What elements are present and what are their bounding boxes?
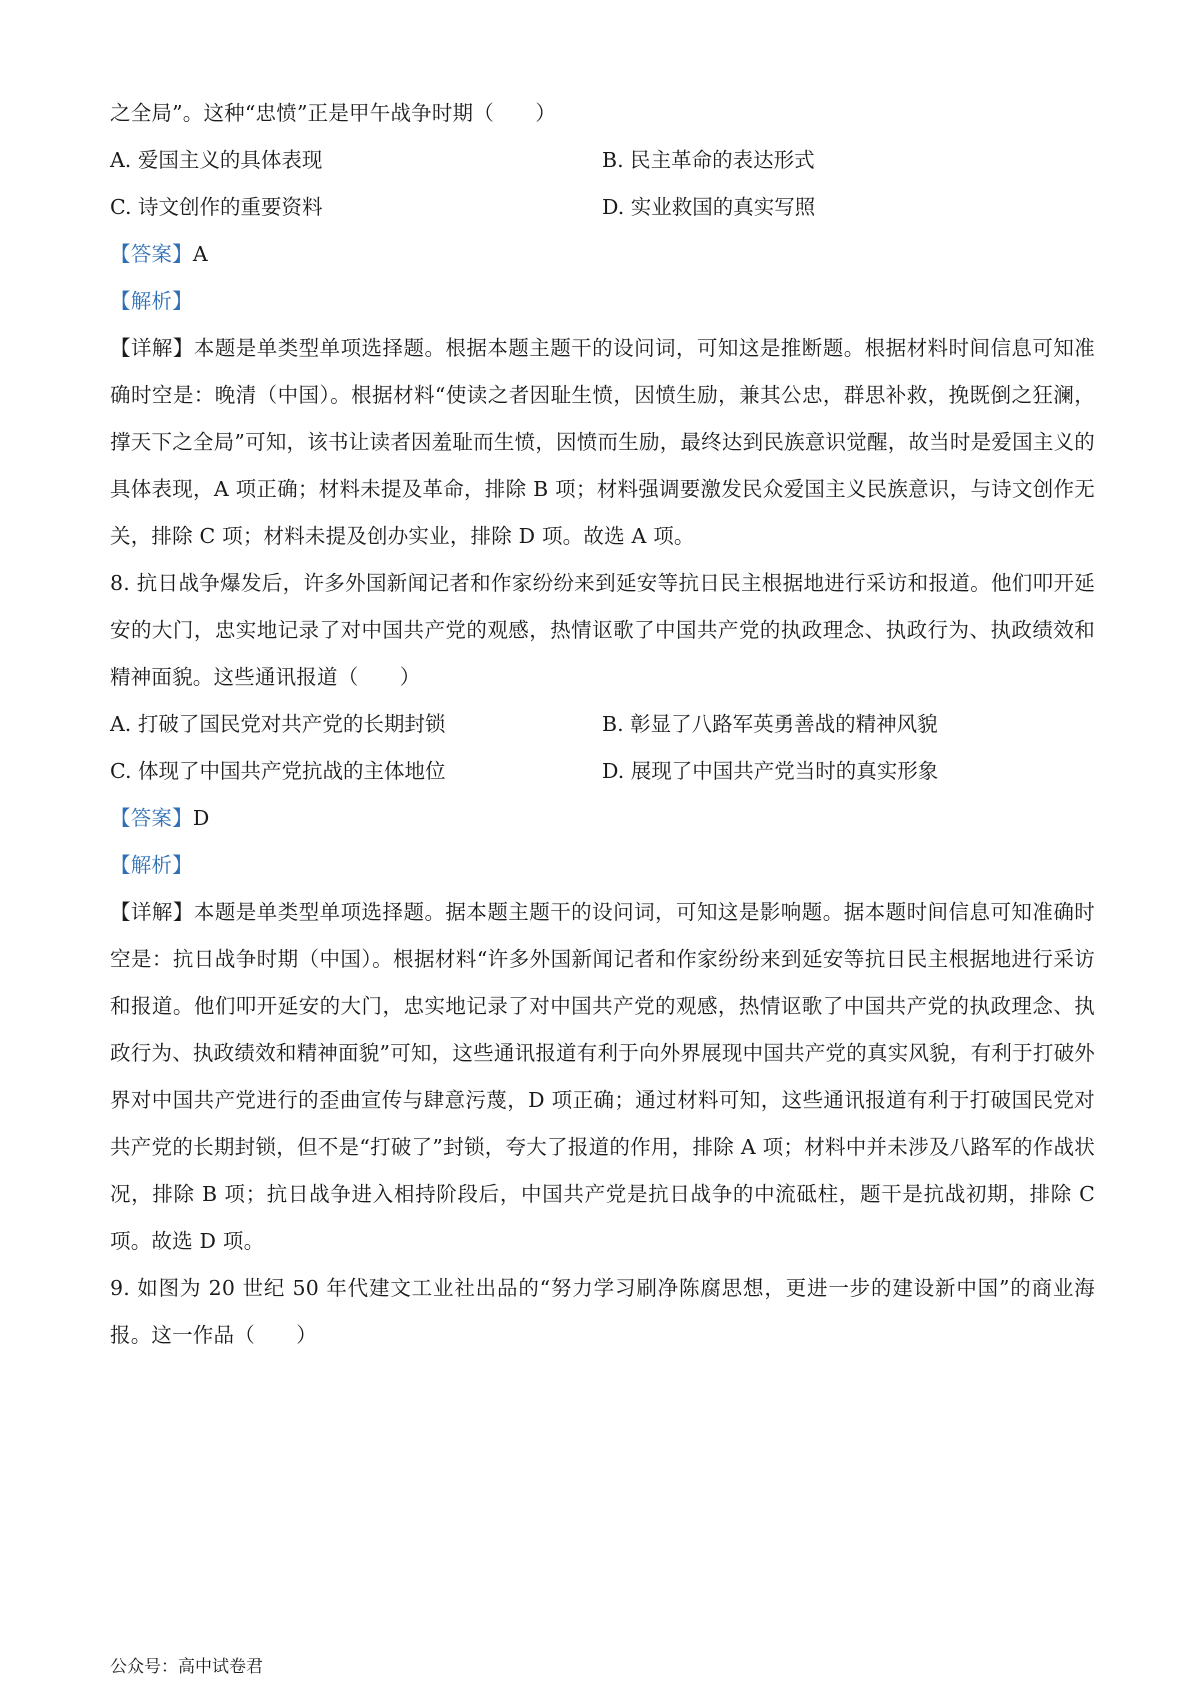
q7-option-b: B. 民主革命的表达形式 (602, 148, 815, 172)
q7-option-a: A. 爱国主义的具体表现 (110, 148, 323, 172)
q8-detail: 【详解】本题是单类型单项选择题。据本题主题干的设问词，可知这是影响题。据本题时间信息可知准确时空是：抗日战争时期（中国）。根据材料“许多外国新闻记者和作家纷纷来到延安等抗日民主根据地进行采访和报道。他们叩开延安的大门，忠实地记录了对中国共产党的观感，热情讴歌了中国共产党的执政理念、执政行为、执政绩效和精神面貌”可知，这些通讯报道有利于向外界展现中国共产党的真实风貌，有利于打破外界对中国共产党进行的歪曲宣传与肆意污蔑，D 项正确；通过材料可知，这些通讯报道有利于打破国民党对共产党的长期封锁，但不是“打破了”封锁，夸大了报道的作用，排除 A 项；材料中并未涉及八路军的作战状况，排除 B 项；抗日战争进入相持阶段后，中国共产党是抗日战争的中流砥柱，题干是抗战初期，排除 C 项。故选 D 项。 (110, 900, 1095, 1253)
q8-analysis-line (110, 842, 1095, 889)
q7-option-c: C. 诗文创作的重要资料 (110, 195, 323, 219)
q8-option-a: A. 打破了国民党对共产党的长期封锁 (110, 712, 446, 736)
q8-option-d: D. 展现了中国共产党当时的真实形象 (602, 759, 939, 783)
q8-answer: D (192, 806, 210, 830)
q7-analysis-tag: 【解析】 (110, 289, 193, 313)
document-page (110, 90, 1095, 1359)
q8-analysis-tag: 【解析】 (110, 853, 193, 877)
q9-stem: 9. 如图为 20 世纪 50 年代建文工业社出品的“努力学习刷净陈腐思想，更进一步的建设新中国”的商业海报。这一作品（ ） (110, 1276, 1095, 1347)
q7-option-d: D. 实业救国的真实写照 (602, 195, 816, 219)
q8-option-c: C. 体现了中国共产党抗战的主体地位 (110, 759, 446, 783)
q8-options (110, 701, 1095, 795)
q7-answer: A (192, 242, 208, 266)
q8-answer-tag: 【答案】 (110, 806, 193, 830)
q7-detail: 【详解】本题是单类型单项选择题。根据本题主题干的设问词，可知这是推断题。根据材料时间信息可知准确时空是：晚清（中国）。根据材料“使读之者因耻生愤，因愤生励，兼其公忠，群思补救，挽既倒之狂澜，撑天下之全局”可知，该书让读者因羞耻而生愤，因愤而生励，最终达到民族意识觉醒，故当时是爱国主义的具体表现，A 项正确；材料未提及革命，排除 B 项；材料强调要激发民众爱国主义民族意识，与诗文创作无关，排除 C 项；材料未提及创办实业，排除 D 项。故选 A 项。 (110, 336, 1095, 548)
q8-stem: 8. 抗日战争爆发后，许多外国新闻记者和作家纷纷来到延安等抗日民主根据地进行采访和报道。他们叩开延安的大门，忠实地记录了对中国共产党的观感，热情讴歌了中国共产党的执政理念、执政行为、执政绩效和精神面貌。这些通讯报道（ ） (110, 571, 1095, 689)
q7-analysis-line (110, 278, 1095, 325)
q8-answer-line (110, 795, 1095, 842)
q7-answer-line (110, 231, 1095, 278)
q7-answer-tag: 【答案】 (110, 242, 193, 266)
q7-options (110, 137, 1095, 231)
q7-stem-tail: 之全局”。这种“忠愤”正是甲午战争时期（ ） (110, 101, 557, 125)
footer-source: 公众号：高中试卷君 (110, 1657, 263, 1677)
q8-option-b: B. 彰显了八路军英勇善战的精神风貌 (602, 712, 938, 736)
